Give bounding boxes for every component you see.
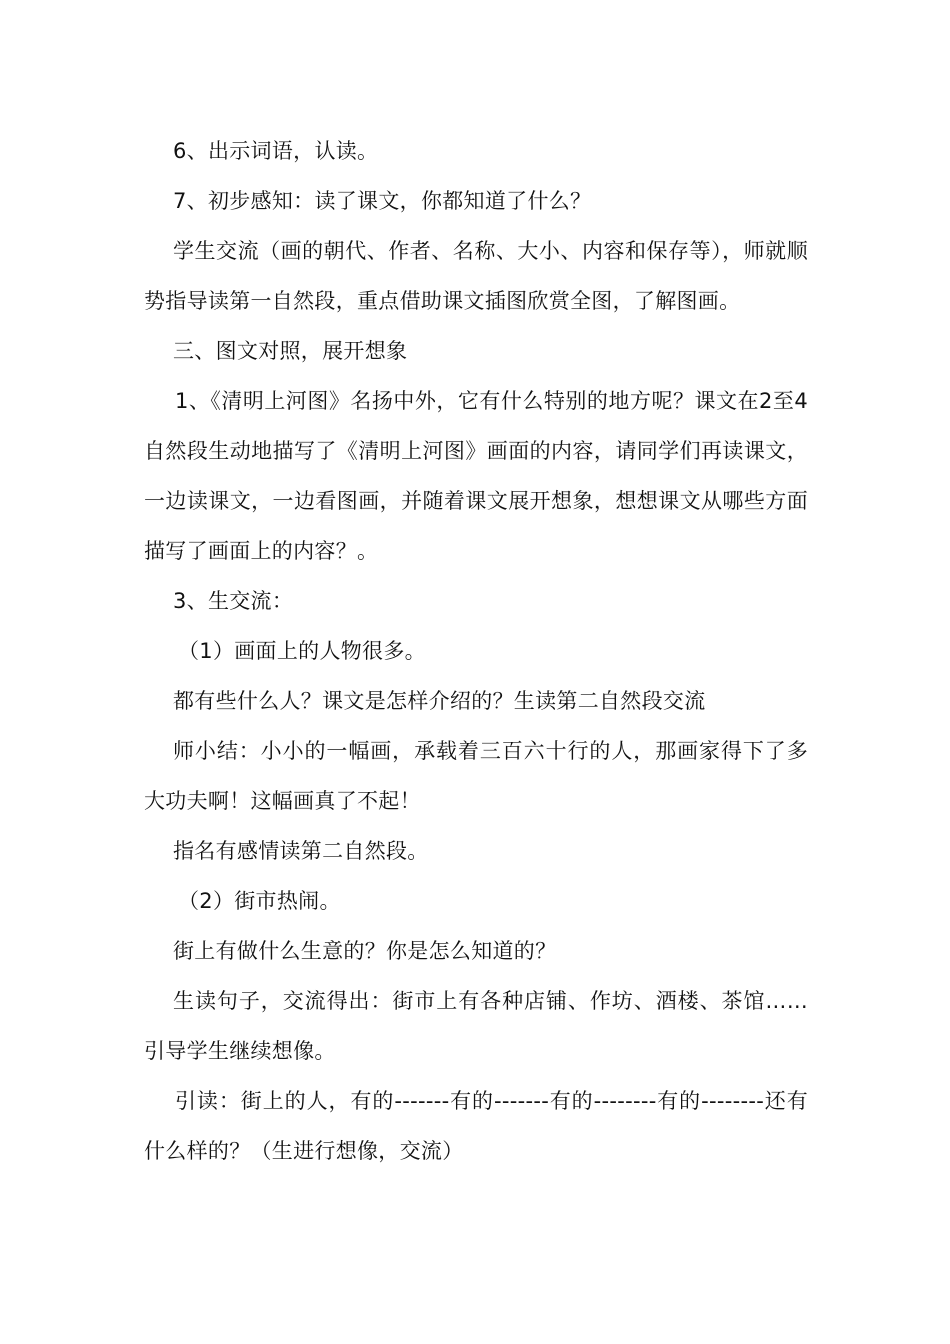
- paragraph-step-6: 6、出示词语，认读。: [173, 139, 379, 163]
- section-heading-three: 三、图文对照，展开想象: [173, 339, 408, 363]
- paragraph-student-exchange: 学生交流（画的朝代、作者、名称、大小、内容和保存等），师就顺势指导读第一自然段，重点借助课文插图欣赏全图，了解图画。: [144, 239, 808, 313]
- document-body: [144, 126, 808, 1176]
- paragraph-item-1: 1、《清明上河图》名扬中外，它有什么特别的地方呢？课文在2至4自然段生动地描写了《清明上河图》画面的内容，请同学们再读课文，一边读课文，一边看图画，并随着课文展开想象，想想课文从哪些方面描写了画面上的内容？。: [144, 389, 808, 563]
- paragraph-teacher-summary: 师小结：小小的一幅画，承载着三百六十行的人，那画家得下了多大功夫啊！这幅画真了不起！: [144, 739, 808, 813]
- paragraph-question-people: 都有些什么人？课文是怎样介绍的？生读第二自然段交流: [173, 689, 706, 713]
- paragraph-question-street: 街上有做什么生意的？你是怎么知道的？: [173, 939, 557, 963]
- paragraph-step-3: 3、生交流：: [173, 589, 294, 613]
- paragraph-guided-reading: 引读：街上的人，有的-------有的-------有的--------有的--------还有什么样的？（生进行想像，交流）: [144, 1089, 808, 1163]
- paragraph-step-7: 7、初步感知：读了课文，你都知道了什么？: [173, 189, 592, 213]
- paragraph-sub-1: （1）画面上的人物很多。: [178, 639, 426, 663]
- paragraph-sub-2: （2）街市热闹。: [178, 889, 341, 913]
- paragraph-student-reading: 生读句子，交流得出：街市上有各种店铺、作坊、酒楼、茶馆……引导学生继续想像。: [144, 989, 808, 1063]
- paragraph-read-aloud: 指名有感情读第二自然段。: [173, 839, 429, 863]
